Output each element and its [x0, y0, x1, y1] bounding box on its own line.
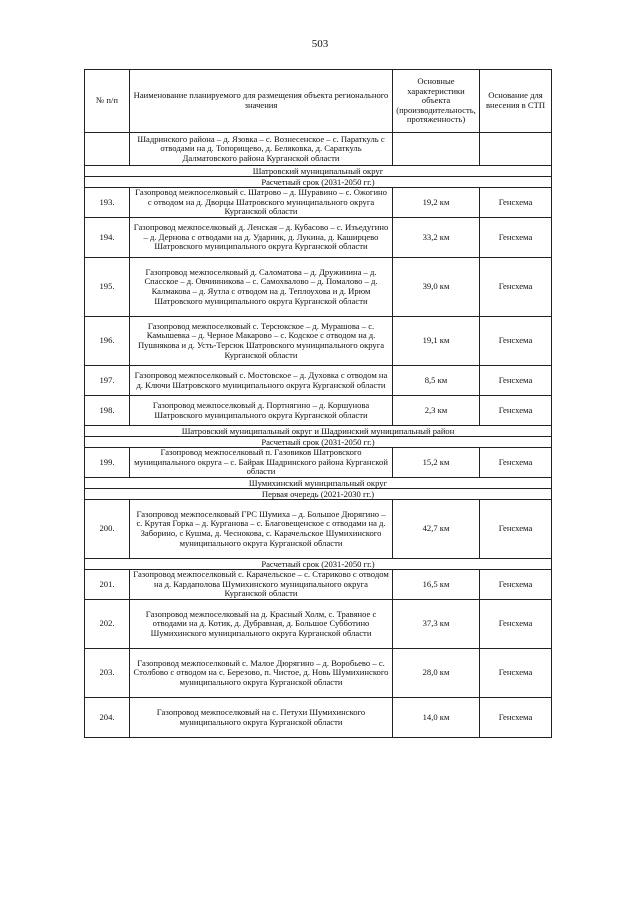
- row-name: Газопровод межпоселковый с. Терсюкское – д. Мурашова – с. Камышевка – д. Черное Макарово – с. Кодское с отводом на д. Пушнякова и д. Усть-Терсюк Шатровского муниципального округа Курганской области: [130, 317, 393, 366]
- row-name: Газопровод межпоселковый с. Мостовское – д. Духовка с отводом на д. Ключи Шатровского муниципального округа Курганской области: [130, 366, 393, 396]
- table-row: [85, 500, 552, 559]
- header-basis: Основание для внесения в СТП: [480, 70, 552, 133]
- row-value: 19,2 км: [393, 188, 480, 218]
- row-basis: Генсхема: [480, 258, 552, 317]
- row-name: Газопровод межпоселковый д. Ленская – д. Кубасово – с. Изъедугино – д. Дернова с отводами на д. Ударник, д. Лукина, д. Каширцево Шатровского муниципального округа Курганской области: [130, 218, 393, 258]
- table-row: [85, 649, 552, 698]
- section-title: Шатровский муниципальный округ: [85, 166, 552, 177]
- continuation-text: Шадринского района – д. Язовка – с. Вознесенское – с. Параткуль с отводами на д. Топорищево, д. Беляковка, д. Сараткуль Далматовского района Курганской области: [130, 133, 393, 166]
- row-name: Газопровод межпоселковый п. Газовиков Шатровского муниципального округа – с. Байрак Шадринского района Курганской области: [130, 448, 393, 478]
- row-basis: Генсхема: [480, 600, 552, 649]
- continuation-row: [85, 133, 552, 166]
- section-title: Шумихинский муниципальный округ: [85, 478, 552, 489]
- row-basis: Генсхема: [480, 218, 552, 258]
- row-basis: Генсхема: [480, 317, 552, 366]
- table-row: [85, 366, 552, 396]
- subsection-title: Расчетный срок (2031-2050 гг.): [85, 177, 552, 188]
- row-num: 197.: [85, 366, 130, 396]
- row-basis: Генсхема: [480, 500, 552, 559]
- table-row: [85, 258, 552, 317]
- subsection-row: [85, 177, 552, 188]
- row-value: 16,5 км: [393, 570, 480, 600]
- row-num: 196.: [85, 317, 130, 366]
- table-header-row: [85, 70, 552, 133]
- row-name: Газопровод межпоселковый на с. Петухи Шумихинского муниципального округа Курганской области: [130, 698, 393, 738]
- table-row: [85, 600, 552, 649]
- table-row: [85, 396, 552, 426]
- row-value: 15,2 км: [393, 448, 480, 478]
- row-num: 201.: [85, 570, 130, 600]
- row-value: 39,0 км: [393, 258, 480, 317]
- row-value: 28,0 км: [393, 649, 480, 698]
- table-row: [85, 317, 552, 366]
- row-num: 200.: [85, 500, 130, 559]
- row-basis: Генсхема: [480, 698, 552, 738]
- row-name: Газопровод межпоселковый д. Портнягино – д. Коршунова Шатровского муниципального округа Курганской области: [130, 396, 393, 426]
- row-name: Газопровод межпоселковый с. Карачельское – с. Стариково с отводом на д. Кардаполова Шумихинского муниципального округа Курганской области: [130, 570, 393, 600]
- row-value: 8,5 км: [393, 366, 480, 396]
- header-name: Наименование планируемого для размещения объекта регионального значения: [130, 70, 393, 133]
- section-row: [85, 478, 552, 489]
- row-name: Газопровод межпоселковый с. Малое Дюрягино – д. Воробьево – с. Столбово с отводом на с. Березово, п. Чистое, д. Новь Шумихинского муниципального округа Курганской области: [130, 649, 393, 698]
- row-num: 199.: [85, 448, 130, 478]
- objects-table: [84, 69, 552, 738]
- page-number: 503: [311, 38, 329, 50]
- row-basis: Генсхема: [480, 570, 552, 600]
- row-basis: Генсхема: [480, 188, 552, 218]
- table-row: [85, 188, 552, 218]
- row-name: Газопровод межпоселковый ГРС Шумиха – д. Большое Дюрягино – с. Крутая Горка – д. Курганова – с. Благовещенское с отводами на д. Заборино, с Кушма, д. Чеснокова, с. Карачельское Шумихинского муниципального округа Курганской области: [130, 500, 393, 559]
- row-value: 37,3 км: [393, 600, 480, 649]
- row-num: 202.: [85, 600, 130, 649]
- table-row: [85, 698, 552, 738]
- table-row: [85, 448, 552, 478]
- subsection-title: Расчетный срок (2031-2050 гг.): [85, 559, 552, 570]
- subsection-row: [85, 559, 552, 570]
- table-row: [85, 218, 552, 258]
- row-num: 193.: [85, 188, 130, 218]
- row-num: 203.: [85, 649, 130, 698]
- section-title: Шатровский муниципальный округ и Шадринский муниципальный район: [85, 426, 552, 437]
- header-characteristics: Основные характеристики объекта (производительность, протяженность): [393, 70, 480, 133]
- row-basis: Генсхема: [480, 366, 552, 396]
- row-num: 204.: [85, 698, 130, 738]
- subsection-title: Расчетный срок (2031-2050 гг.): [85, 437, 552, 448]
- row-value: 19,1 км: [393, 317, 480, 366]
- subsection-row: [85, 489, 552, 500]
- section-row: [85, 166, 552, 177]
- row-value: 42,7 км: [393, 500, 480, 559]
- row-value: 33,2 км: [393, 218, 480, 258]
- row-value: 14,0 км: [393, 698, 480, 738]
- header-num: № п/п: [85, 70, 130, 133]
- row-num: 195.: [85, 258, 130, 317]
- row-name: Газопровод межпоселковый с. Шатрово – д. Шуравино – с. Ожогино с отводом на д. Дворцы Шатровского муниципального округа Курганской области: [130, 188, 393, 218]
- subsection-row: [85, 437, 552, 448]
- row-basis: Генсхема: [480, 448, 552, 478]
- section-row: [85, 426, 552, 437]
- row-name: Газопровод межпоселковый д. Саломатова – д. Дружинина – д. Спасское – д. Овчинникова – с. Самохвалово – д. Помалово – д. Калмакова – д. Яутла с отводом на д. Теплоухова и д. Ирюм Шатровского муниципального округа Курганской области: [130, 258, 393, 317]
- row-basis: Генсхема: [480, 396, 552, 426]
- row-basis: Генсхема: [480, 649, 552, 698]
- row-num: 194.: [85, 218, 130, 258]
- row-num: 198.: [85, 396, 130, 426]
- row-name: Газопровод межпоселковый на д. Красный Холм, с. Травяное с отводами на д. Котик, д. Дубравная, д. Большое Субботино Шумихинского муниципального округа Курганской области: [130, 600, 393, 649]
- subsection-title: Первая очередь (2021-2030 гг.): [85, 489, 552, 500]
- table-row: [85, 570, 552, 600]
- row-value: 2,3 км: [393, 396, 480, 426]
